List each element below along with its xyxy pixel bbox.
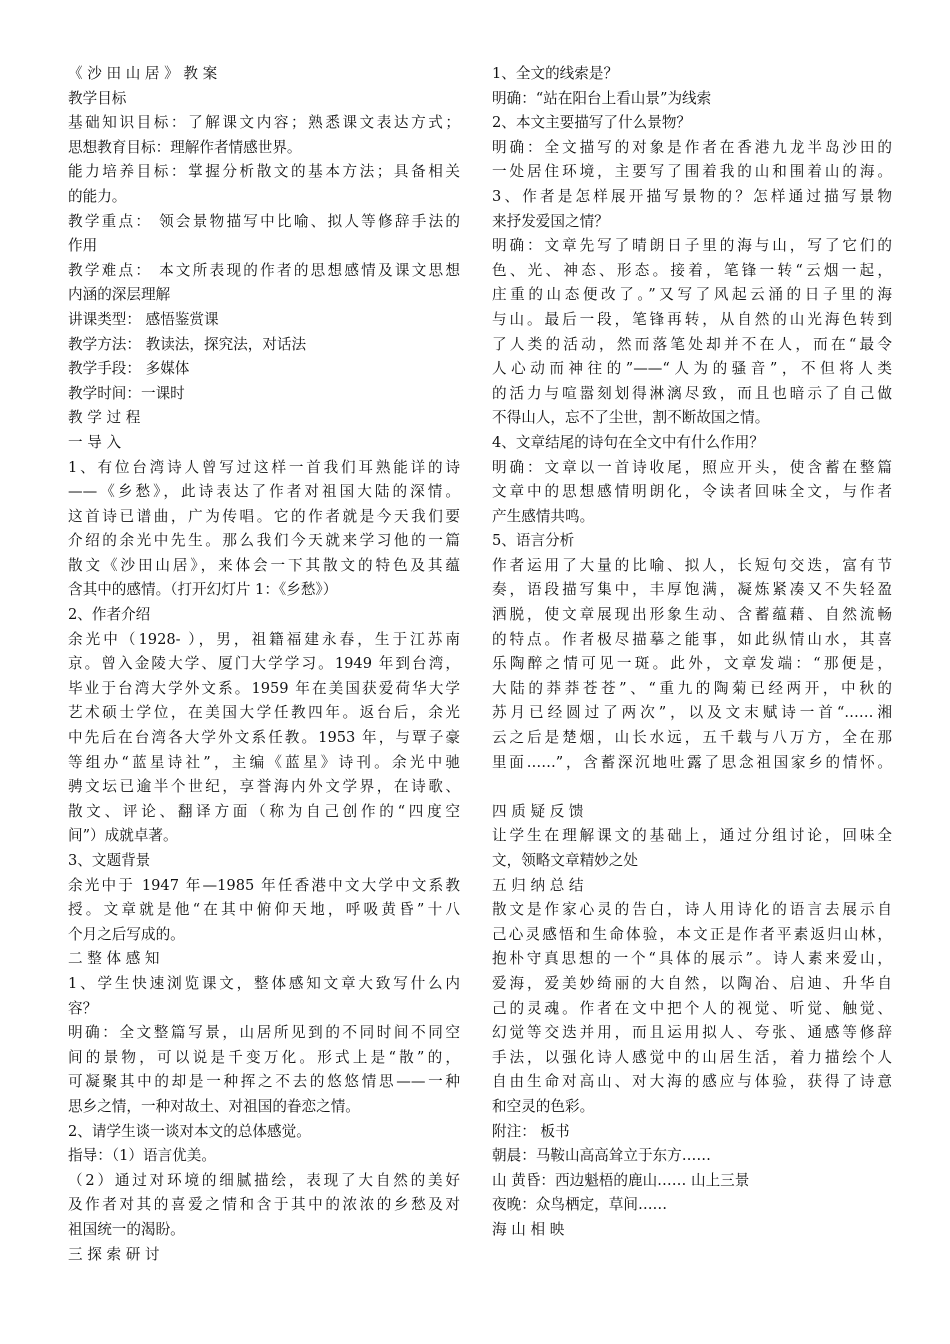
- text-line: 3、文题背景: [68, 852, 151, 869]
- text-line: 明确：文章以一首诗收尾，照应开头，使含蓄在整篇: [492, 458, 892, 476]
- text-line: 明确：全文整篇写景，山居所见到的不同时间不同空: [68, 1024, 460, 1042]
- text-line: 五 归 纳 总 结: [492, 876, 584, 894]
- text-line: 附注： 板书: [492, 1122, 570, 1140]
- text-line: 教学方法： 教读法，探究法，对话法: [68, 335, 307, 353]
- text-line: 作用: [68, 237, 98, 255]
- text-line: 指导：（1）语言优美。: [68, 1147, 216, 1165]
- text-line: 三 探 索 研 讨: [68, 1245, 160, 1263]
- text-line: 与山。最后一段，笔锋再转，从自然的山光海色转到: [492, 310, 892, 328]
- text-line: 基础知识目标：了解课文内容；熟悉课文表达方式；: [68, 114, 460, 132]
- text-line: 明确：全文描写的对象是作者在香港九龙半岛沙田的: [492, 138, 892, 156]
- text-line: 文章中的思想感情明朗化，令读者回味全文，与作者: [492, 483, 892, 501]
- blank-line: [492, 775, 892, 800]
- text-line: 个月之后写成的。: [68, 925, 185, 943]
- text-line: 的特点。作者极尽描摹之能事，如此纵情山水，其喜: [492, 630, 892, 648]
- text-line: 含其中的感情。（打开幻灯片 1：《乡愁》）: [68, 581, 338, 599]
- text-line: 散文、评论、翻译方面（称为自己创作的“四度空: [68, 802, 460, 820]
- text-line: 明确：“站在阳台上看山景”为线索: [492, 89, 712, 107]
- text-line: 能力培养目标：掌握分析散文的基本方法；具备相关: [68, 163, 460, 181]
- text-line: 一处居住环境，主要写了围着我的山和围着山的海。: [492, 163, 892, 181]
- text-line: 教学难点： 本文所表现的作者的思想感情及课文思想: [68, 261, 460, 279]
- text-line: 散文《沙田山居》，来体会一下其散文的特色及其蕴: [68, 556, 460, 574]
- text-line: 3、作者是怎样展开描写景物的？怎样通过描写景物: [492, 187, 892, 205]
- text-line: 散文是作家心灵的告白，诗人用诗化的语言去展示自: [492, 901, 892, 919]
- text-line: 庄重的山态便改了。”又写了风起云涌的日子里的海: [492, 286, 892, 304]
- text-line: 来抒发爱国之情？: [492, 212, 609, 230]
- text-line: 大陆的莽莽苍苍”、“重九的陶菊已经两开，中秋的: [492, 679, 892, 697]
- text-line: 艺术硕士学位，在美国大学任教四年。返台后，余光: [68, 704, 460, 722]
- text-line: 产生感情共鸣。: [492, 507, 595, 525]
- text-line: 人心动而神往的”——“人为的骚音”，不但将人类: [492, 360, 892, 378]
- text-line: 的活力与喧嚣刻划得淋漓尽致，而且也暗示了自己做: [492, 384, 892, 402]
- text-line: 2、本文主要描写了什么景物？: [492, 114, 692, 132]
- text-line: 的能力。: [68, 187, 127, 205]
- text-line: 《 沙 田 山 居 》 教 案: [68, 65, 218, 82]
- text-line: 教学目标: [68, 89, 127, 107]
- text-line: 自由生命对高山、对大海的感应与体验，获得了诗意: [492, 1073, 892, 1091]
- text-line: 思想教育目标：理解作者情感世界。: [68, 138, 302, 156]
- text-line: 色、光、神态、形态。接着，笔锋一转“云烟一起，: [492, 261, 892, 279]
- text-line: 1、有位台湾诗人曾写过这样一首我们耳熟能详的诗: [68, 458, 460, 476]
- text-line: 不得山人，忘不了尘世，割不断故国之情。: [492, 409, 770, 427]
- text-line: 夜晚：众鸟栖定，草间……: [492, 1196, 668, 1214]
- text-line: 中先后在台湾各大学外文系任教。1953 年，与覃子豪: [68, 729, 460, 747]
- text-line: 间的景物，可以说是千变万化。形式上是“散”的，: [68, 1048, 460, 1066]
- text-line: 骋文坛已逾半个世纪，享誉海内外文学界，在诗歌、: [68, 778, 460, 796]
- text-line: 朝晨：马鞍山高高耸立于东方……: [492, 1147, 711, 1165]
- text-line: 一 导 入: [68, 433, 122, 451]
- right-column: [492, 62, 892, 1243]
- text-line: 介绍的余光中先生。那么我们今天就来学习他的一篇: [68, 532, 460, 550]
- text-line: 抱朴守真思想的一个“具体的展示”。诗人素来爱山，: [492, 950, 892, 968]
- text-line: 5、语言分析: [492, 532, 575, 550]
- text-line: 爱海，爱美妙绮丽的大自然，以陶冶、启迪、升华自: [492, 974, 892, 992]
- text-line: 二 整 体 感 知: [68, 950, 160, 968]
- text-line: 四 质 疑 反 馈: [492, 802, 584, 820]
- text-line: 可凝聚其中的却是一种挥之不去的悠悠情思——一种: [68, 1073, 460, 1091]
- text-line: 及作者对其的喜爱之情和含于其中的浓浓的乡愁及对: [68, 1196, 460, 1214]
- text-line: ——《乡愁》，此诗表达了作者对祖国大陆的深情。: [68, 483, 460, 501]
- text-line: 余光中（1928- ），男，祖籍福建永春，生于江苏南: [68, 630, 460, 648]
- text-line: 内涵的深层理解: [68, 286, 171, 304]
- left-column: [68, 62, 460, 1267]
- text-line: 等组办“蓝星诗社”，主编《蓝星》诗刊。余光中驰: [68, 753, 460, 771]
- text-line: 毕业于台湾大学外文系。1959 年在美国获爱荷华大学: [68, 679, 460, 697]
- text-line: 4、文章结尾的诗句在全文中有什么作用？: [492, 433, 764, 451]
- text-line: 作者运用了大量的比喻、拟人，长短句交迭，富有节: [492, 556, 892, 574]
- text-line: 教学手段： 多媒体: [68, 360, 190, 378]
- text-line: 2、请学生谈一谈对本文的总体感觉。: [68, 1122, 311, 1140]
- text-line: 苏月已经圆过了两次”，以及文末赋诗一首“……湘: [492, 704, 892, 722]
- text-line: 乐陶醉之情可见一斑。此外，文章发端：“那便是，: [492, 655, 892, 673]
- text-line: 思乡之情，一种对故土、对祖国的眷恋之情。: [68, 1097, 360, 1115]
- text-line: 教 学 过 程: [68, 409, 141, 427]
- text-line: 这首诗已谱曲，广为传唱。它的作者就是今天我们要: [68, 507, 460, 525]
- text-line: 容？: [68, 999, 98, 1017]
- text-line: 手法，以强化诗人感觉中的山居生活，着力描绘个人: [492, 1048, 892, 1066]
- text-line: 幻觉等交迭并用，而且运用拟人、夸张、通感等修辞: [492, 1024, 892, 1042]
- text-line: 山 黄昏：西边魁梧的鹿山…… 山上三景: [492, 1171, 750, 1189]
- text-line: 讲课类型： 感悟鉴赏课: [68, 310, 219, 328]
- text-line: 让学生在理解课文的基础上，通过分组讨论，回味全: [492, 827, 892, 845]
- text-line: 1、学生快速浏览课文，整体感知文章大致写什么内: [68, 974, 460, 992]
- text-line: 2、作者介绍: [68, 606, 151, 624]
- text-line: 祖国统一的渴盼。: [68, 1220, 185, 1238]
- text-line: 1、全文的线索是？: [492, 65, 619, 82]
- text-line: （2）通过对环境的细腻描绘，表现了大自然的美好: [68, 1171, 460, 1189]
- text-line: 间”）成就卓著。: [68, 827, 178, 845]
- text-line: 明确：文章先写了晴朗日子里的海与山，写了它们的: [492, 237, 892, 255]
- text-line: 和空灵的色彩。: [492, 1097, 595, 1115]
- text-line: 余光中于 1947 年—1985 年任香港中文大学中文系教: [68, 876, 460, 894]
- text-line: 教学重点： 领会景物描写中比喻、拟人等修辞手法的: [68, 212, 460, 230]
- text-line: 云之后是楚烟，山长水远，五千载与八万方，全在那: [492, 729, 892, 747]
- text-line: 海 山 相 映: [492, 1220, 565, 1238]
- text-line: 授。文章就是他“在其中俯仰天地，呼吸黄昏”十八: [68, 901, 460, 919]
- text-line: 奏，语段描写集中，丰厚饱满，凝炼紧凑又不失轻盈: [492, 581, 892, 599]
- text-line: 教学时间：一课时: [68, 384, 185, 402]
- text-line: 洒脱，使文章展现出形象生动、含蓄蕴藉、自然流畅: [492, 606, 892, 624]
- text-line: 里面……”，含蓄深沉地吐露了思念祖国家乡的情怀。: [492, 753, 892, 771]
- text-line: 己的灵魂。作者在文中把个人的视觉、听觉、触觉、: [492, 999, 892, 1017]
- text-line: 己心灵感悟和生命体验，本文正是作者平素返归山林，: [492, 925, 892, 943]
- text-line: 京。曾入金陵大学、厦门大学学习。1949 年到台湾，: [68, 655, 460, 673]
- text-line: 了人类的活动，然而落笔处却并不在人，而在“最令: [492, 335, 892, 353]
- text-line: 文，领略文章精妙之处: [492, 852, 638, 869]
